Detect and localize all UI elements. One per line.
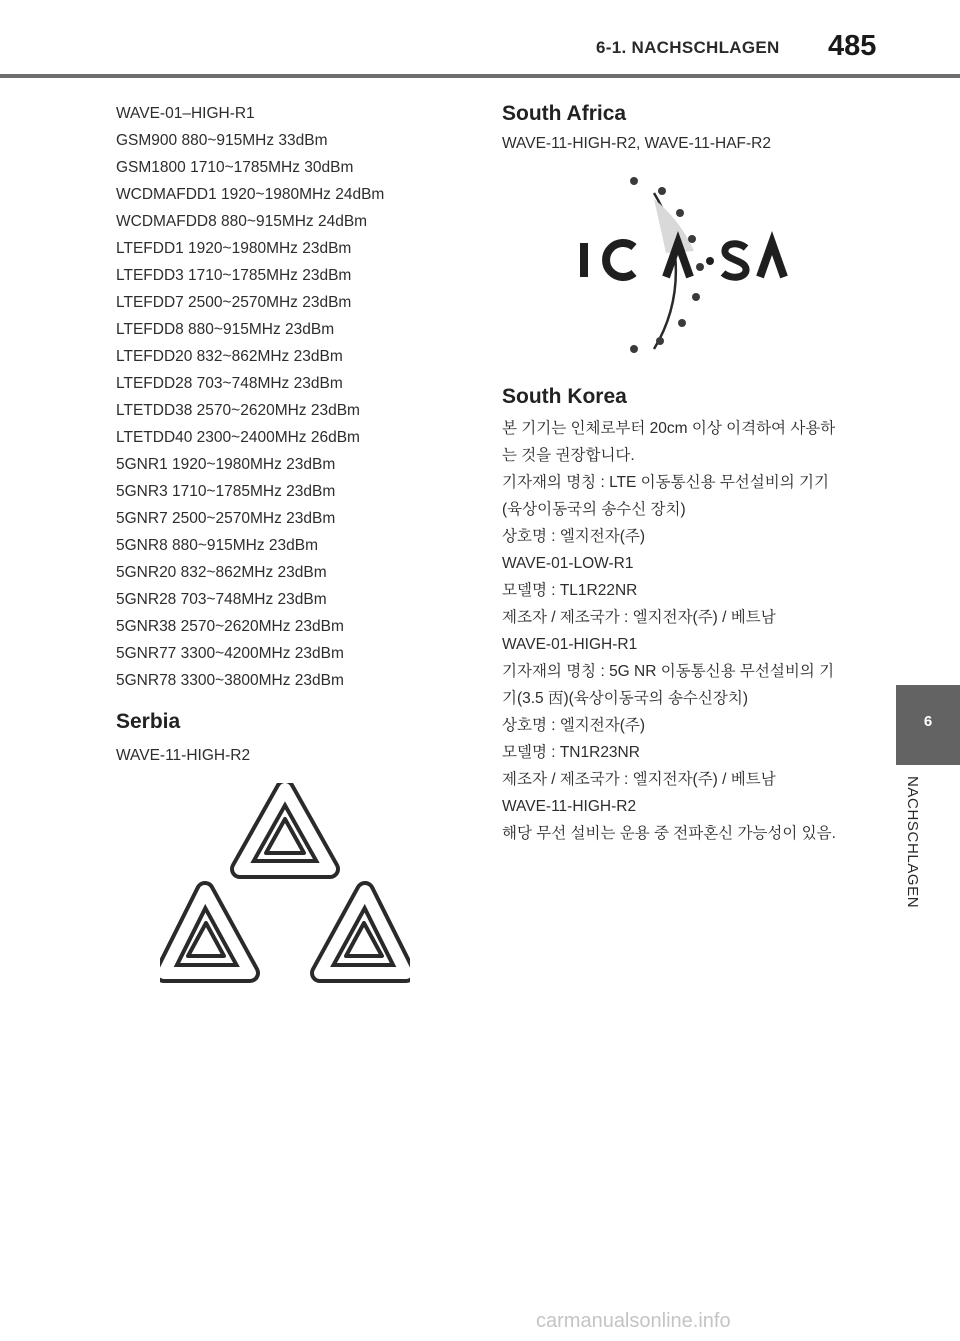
korea-line: 제조자 / 제조국가 : 엘지전자(주) / 베트남 [502, 609, 776, 626]
spec-line: LTEFDD3 1710~1785MHz 23dBm [116, 267, 352, 284]
korea-line: 상호명 : 엘지전자(주) [502, 528, 646, 545]
spec-line: 5GNR38 2570~2620MHz 23dBm [116, 618, 344, 635]
chapter-label [904, 776, 926, 946]
serbia-heading: Serbia [116, 710, 181, 733]
korea-line: 본 기기는 인체로부터 20cm 이상 이격하여 사용하는 것을 권장합니다. [502, 420, 836, 464]
korea-line: WAVE-01-HIGH-R1 [502, 636, 638, 653]
korea-line: 상호명 : 엘지전자(주) [502, 717, 646, 734]
spec-line: LTETDD38 2570~2620MHz 23dBm [116, 402, 360, 419]
watermark: carmanualsonline.info [536, 1310, 731, 1332]
chapter-label-text: NACHSCHLAGEN [904, 776, 921, 909]
left-column [116, 100, 446, 993]
header-rule [0, 74, 960, 78]
serbia-model: WAVE-11-HIGH-R2 [116, 747, 251, 764]
spec-line: WAVE-01–HIGH-R1 [116, 105, 255, 122]
spec-line: LTEFDD7 2500~2570MHz 23dBm [116, 294, 352, 311]
page-number: 485 [828, 30, 877, 62]
spec-line: LTEFDD20 832~862MHz 23dBm [116, 348, 343, 365]
spec-line: 5GNR3 1710~1785MHz 23dBm [116, 483, 336, 500]
south-korea-details [502, 415, 842, 847]
spec-line: LTEFDD28 703~748MHz 23dBm [116, 375, 343, 392]
spec-line: WCDMAFDD8 880~915MHz 24dBm [116, 213, 368, 230]
korea-line: WAVE-11-HIGH-R2 [502, 798, 637, 815]
korea-line: 제조자 / 제조국가 : 엘지전자(주) / 베트남 [502, 771, 776, 788]
chapter-tab[interactable] [896, 685, 960, 765]
spec-line: LTEFDD1 1920~1980MHz 23dBm [116, 240, 352, 257]
spec-line: GSM1800 1710~1785MHz 30dBm [116, 159, 354, 176]
spec-line: 5GNR78 3300~3800MHz 23dBm [116, 672, 344, 689]
spec-line: LTETDD40 2300~2400MHz 26dBm [116, 429, 360, 446]
right-column [502, 100, 847, 847]
south-africa-models: WAVE-11-HIGH-R2, WAVE-11-HAF-R2 [502, 135, 771, 152]
icasa-logo [574, 171, 794, 361]
spec-line: 5GNR1 1920~1980MHz 23dBm [116, 456, 336, 473]
korea-line: 기자재의 명칭 : 5G NR 이동통신용 무선설비의 기기(3.5 㐁)(육상이동국의 송수신장치) [502, 663, 835, 707]
spec-line: 5GNR28 703~748MHz 23dBm [116, 591, 327, 608]
spec-line: 5GNR77 3300~4200MHz 23dBm [116, 645, 344, 662]
korea-line: 모델명 : TL1R22NR [502, 582, 638, 599]
spec-line: 5GNR8 880~915MHz 23dBm [116, 537, 319, 554]
section-title: 6-1. NACHSCHLAGEN [596, 38, 780, 57]
spec-line: LTEFDD8 880~915MHz 23dBm [116, 321, 335, 338]
south-africa-heading: South Africa [502, 102, 627, 125]
korea-line: 모델명 : TN1R23NR [502, 744, 640, 761]
korea-line: 기자재의 명칭 : LTE 이동통신용 무선설비의 기기(육상이동국의 송수신 장치) [502, 474, 829, 518]
serbia-certification-logo [160, 783, 410, 993]
korea-line: 해당 무선 설비는 운용 중 전파혼신 가능성이 있음. [502, 825, 836, 842]
south-korea-heading: South Korea [502, 385, 627, 408]
spec-line: WCDMAFDD1 1920~1980MHz 24dBm [116, 186, 385, 203]
chapter-number: 6 [923, 713, 933, 730]
spec-line: 5GNR7 2500~2570MHz 23dBm [116, 510, 336, 527]
spec-line: GSM900 880~915MHz 33dBm [116, 132, 328, 149]
korea-line: WAVE-01-LOW-R1 [502, 555, 634, 572]
spec-line: 5GNR20 832~862MHz 23dBm [116, 564, 327, 581]
